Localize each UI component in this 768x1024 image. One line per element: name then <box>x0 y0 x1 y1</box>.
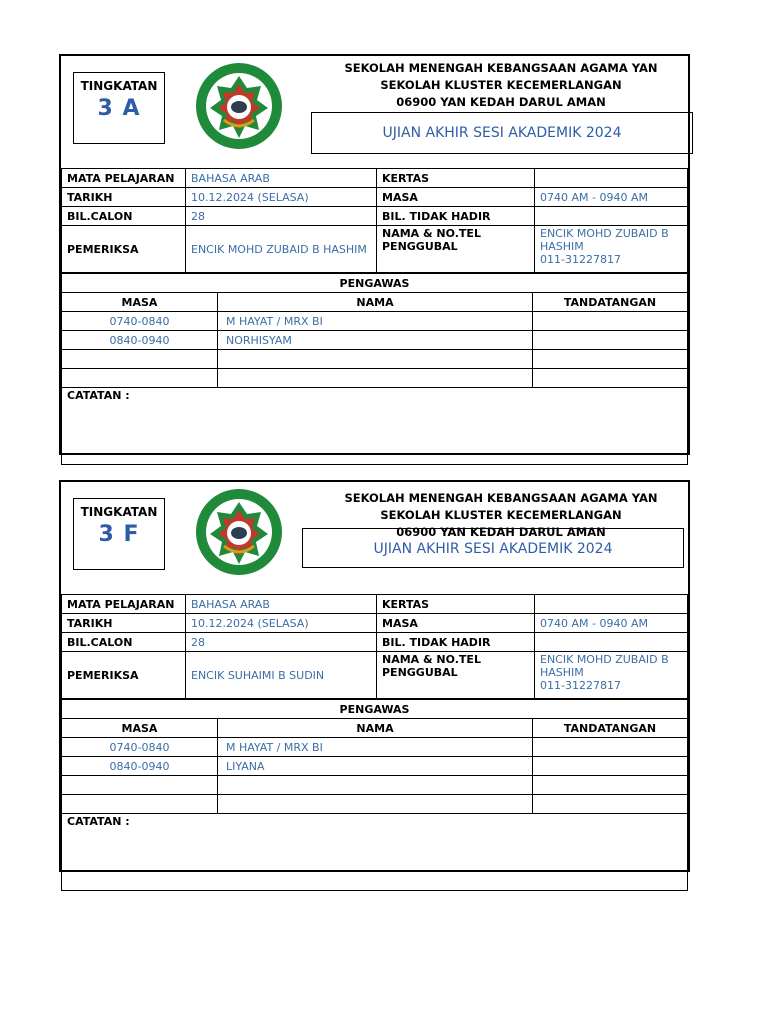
table-row <box>62 188 688 207</box>
exam-title: UJIAN AKHIR SESI AKADEMIK 2024 <box>311 112 693 154</box>
absent-value <box>535 207 688 226</box>
notes-label: CATATAN : <box>62 388 688 465</box>
invigilator-name <box>218 369 533 388</box>
exam-label-form-1 <box>59 54 690 455</box>
table-row <box>62 795 688 814</box>
table-row <box>62 226 688 273</box>
candidates-label: BIL.CALON <box>62 207 186 226</box>
school-crest-icon <box>194 488 284 576</box>
table-row <box>62 207 688 226</box>
time-value: 0740 AM - 0940 AM <box>535 188 688 207</box>
exam-label-form-2 <box>59 480 690 872</box>
notes-row <box>62 814 688 891</box>
paper-label: KERTAS <box>377 595 535 614</box>
table-row <box>62 312 688 331</box>
subject-label: MATA PELAJARAN <box>62 169 186 188</box>
school-line-2: SEKOLAH KLUSTER KECEMERLANGAN <box>380 78 622 92</box>
invigilator-name: M HAYAT / MRX BI <box>218 312 533 331</box>
details-table <box>61 168 688 273</box>
setter-label <box>377 226 535 273</box>
setter-value <box>535 226 688 273</box>
invigilator-signature <box>533 350 688 369</box>
paper-label: KERTAS <box>377 169 535 188</box>
invigilator-signature <box>533 331 688 350</box>
invigilator-name: NORHISYAM <box>218 331 533 350</box>
invigilator-signature <box>533 795 688 814</box>
examiner-label: PEMERIKSA <box>62 226 186 273</box>
table-header-row <box>62 719 688 738</box>
invigilator-signature <box>533 738 688 757</box>
date-value: 10.12.2024 (SELASA) <box>186 188 377 207</box>
grade-box <box>73 498 165 570</box>
column-header-name: NAMA <box>218 719 533 738</box>
absent-label: BIL. TIDAK HADIR <box>377 633 535 652</box>
paper-value <box>535 595 688 614</box>
invigilator-title: PENGAWAS <box>62 274 688 293</box>
table-row <box>62 776 688 795</box>
subject-value: BAHASA ARAB <box>186 169 377 188</box>
column-header-signature: TANDATANGAN <box>533 719 688 738</box>
column-header-time: MASA <box>62 293 218 312</box>
candidates-label: BIL.CALON <box>62 633 186 652</box>
invigilator-name: M HAYAT / MRX BI <box>218 738 533 757</box>
invigilator-time <box>62 776 218 795</box>
time-label: MASA <box>377 188 535 207</box>
table-row <box>62 700 688 719</box>
notes-row <box>62 388 688 465</box>
table-row <box>62 738 688 757</box>
table-row <box>62 595 688 614</box>
school-line-3: 06900 YAN KEDAH DARUL AMAN <box>396 525 606 539</box>
setter-phone: 011-31227817 <box>540 679 621 692</box>
invigilator-time <box>62 795 218 814</box>
date-label: TARIKH <box>62 188 186 207</box>
table-row <box>62 652 688 699</box>
invigilator-signature <box>533 369 688 388</box>
invigilator-time: 0840-0940 <box>62 331 218 350</box>
setter-label <box>377 652 535 699</box>
invigilator-time <box>62 369 218 388</box>
invigilator-table <box>61 699 688 891</box>
subject-value: BAHASA ARAB <box>186 595 377 614</box>
setter-phone: 011-31227817 <box>540 253 621 266</box>
column-header-time: MASA <box>62 719 218 738</box>
absent-label: BIL. TIDAK HADIR <box>377 207 535 226</box>
invigilator-signature <box>533 776 688 795</box>
table-row <box>62 350 688 369</box>
candidates-value: 28 <box>186 633 377 652</box>
invigilator-title: PENGAWAS <box>62 700 688 719</box>
paper-value <box>535 169 688 188</box>
setter-label-line-1: NAMA & NO.TEL <box>382 227 481 240</box>
invigilator-signature <box>533 757 688 776</box>
table-row <box>62 369 688 388</box>
grade-label: TINGKATAN <box>80 505 158 519</box>
time-value: 0740 AM - 0940 AM <box>535 614 688 633</box>
grade-label: TINGKATAN <box>80 79 158 93</box>
invigilator-table <box>61 273 688 465</box>
setter-label-line-2: PENGGUBAL <box>382 666 458 679</box>
invigilator-time: 0840-0940 <box>62 757 218 776</box>
school-line-1: SEKOLAH MENENGAH KEBANGSAAN AGAMA YAN <box>344 61 658 75</box>
form-header <box>61 56 688 168</box>
school-line-2: SEKOLAH KLUSTER KECEMERLANGAN <box>380 508 622 522</box>
setter-name-line-1: ENCIK MOHD ZUBAID B <box>540 653 669 666</box>
setter-name-line-2: HASHIM <box>540 666 584 679</box>
table-row <box>62 331 688 350</box>
column-header-name: NAMA <box>218 293 533 312</box>
grade-value: 3 A <box>97 96 141 121</box>
setter-label-line-1: NAMA & NO.TEL <box>382 653 481 666</box>
setter-value <box>535 652 688 699</box>
date-value: 10.12.2024 (SELASA) <box>186 614 377 633</box>
setter-name-line-1: ENCIK MOHD ZUBAID B <box>540 227 669 240</box>
examiner-label: PEMERIKSA <box>62 652 186 699</box>
examiner-value: ENCIK MOHD ZUBAID B HASHIM <box>186 226 377 273</box>
form-header <box>61 482 688 594</box>
table-row <box>62 614 688 633</box>
invigilator-name: LIYANA <box>218 757 533 776</box>
invigilator-name <box>218 776 533 795</box>
table-row <box>62 274 688 293</box>
invigilator-name <box>218 350 533 369</box>
table-row <box>62 169 688 188</box>
table-row <box>62 757 688 776</box>
table-header-row <box>62 293 688 312</box>
invigilator-signature <box>533 312 688 331</box>
details-table <box>61 594 688 699</box>
exam-title: UJIAN AKHIR SESI AKADEMIK 2024 <box>302 528 684 568</box>
date-label: TARIKH <box>62 614 186 633</box>
subject-label: MATA PELAJARAN <box>62 595 186 614</box>
column-header-signature: TANDATANGAN <box>533 293 688 312</box>
invigilator-name <box>218 795 533 814</box>
school-crest-icon <box>194 62 284 150</box>
setter-name-line-2: HASHIM <box>540 240 584 253</box>
examiner-value: ENCIK SUHAIMI B SUDIN <box>186 652 377 699</box>
invigilator-time: 0740-0840 <box>62 738 218 757</box>
notes-label: CATATAN : <box>62 814 688 891</box>
table-row <box>62 633 688 652</box>
invigilator-time: 0740-0840 <box>62 312 218 331</box>
grade-box <box>73 72 165 144</box>
setter-label-line-2: PENGGUBAL <box>382 240 458 253</box>
candidates-value: 28 <box>186 207 377 226</box>
absent-value <box>535 633 688 652</box>
school-line-1: SEKOLAH MENENGAH KEBANGSAAN AGAMA YAN <box>344 491 658 505</box>
school-line-3: 06900 YAN KEDAH DARUL AMAN <box>396 95 606 109</box>
time-label: MASA <box>377 614 535 633</box>
school-name <box>311 60 691 111</box>
grade-value: 3 F <box>98 522 140 547</box>
invigilator-time <box>62 350 218 369</box>
